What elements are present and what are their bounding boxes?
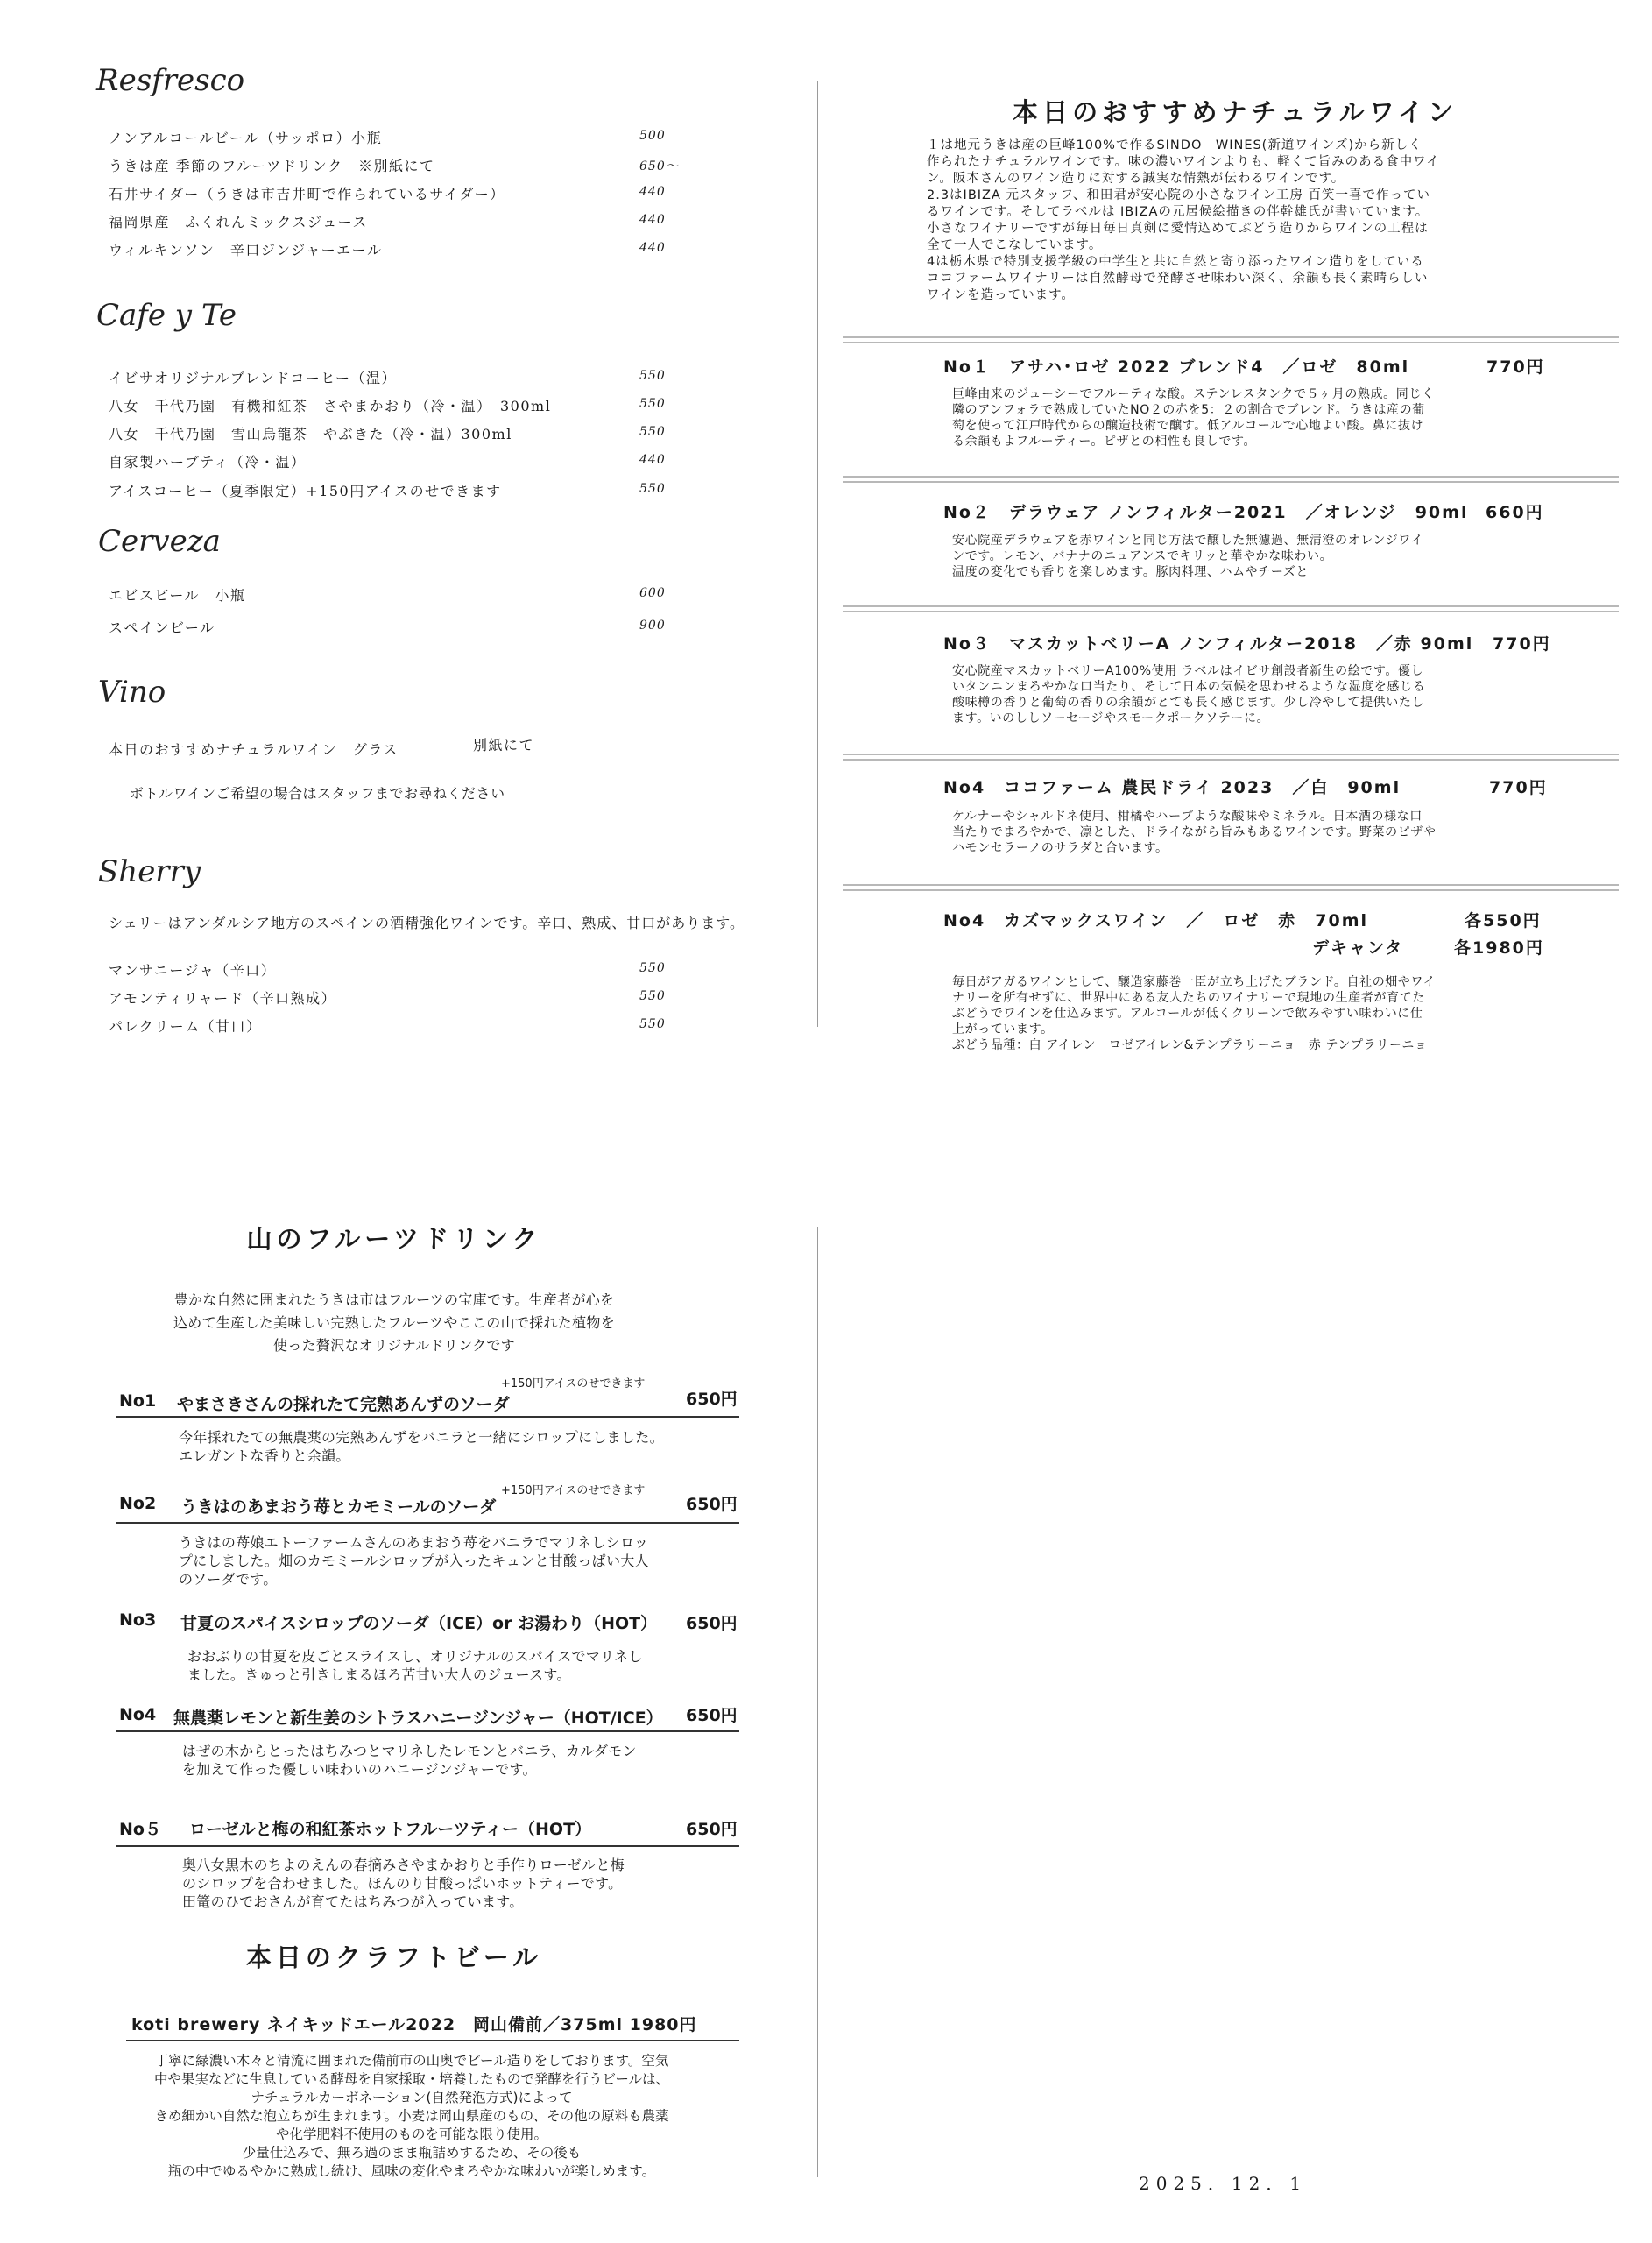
wine-item-header: No３ マスカットベリーA ノンフィルター2018 ／赤 90ml (943, 634, 1474, 654)
fruit-item-no: No1 (119, 1391, 157, 1411)
wine-divider (843, 754, 1619, 761)
wine-item-header: No２ デラウェア ノンフィルター2021 ／オレンジ 90ml (943, 503, 1469, 522)
menu-price: 440 (639, 241, 666, 255)
fruit-item-name: 無農薬レモンと新生姜のシトラスハニージンジャー（HOT/ICE） (173, 1709, 663, 1728)
fruit-underline (116, 1522, 739, 1524)
fruit-intro: 豊かな自然に囲まれたうきは市はフルーツの宝庫です。生産者が心を 込めて生産した美味しい完熟したフルーツやここの山で採れた植物を 使った贅沢なオリジナルドリンクです (173, 1291, 616, 1354)
fruit-title: 山のフルーツドリンク (246, 1224, 542, 1254)
fruit-item-name: やまさきさんの採れたて完熟あんずのソーダ (177, 1395, 510, 1414)
menu-price: 440 (639, 185, 666, 199)
wine-item-price: 各550円 (1465, 911, 1542, 930)
wine-decanter-label: デキャンタ (1312, 938, 1404, 958)
menu-item: エビスビール 小瓶 (109, 587, 246, 604)
menu-price: 550 (639, 989, 666, 1003)
wine-decanter-price: 各1980円 (1454, 938, 1544, 958)
fruit-item-desc: 奥八女黒木のちよのえんの春摘みさやまかおりと手作りローゼルと梅 のシロップを合わせました。ほんのり甘酸っぱいホットティーです。 田篭のひでおさんが育てたはちみつが入っています。 (182, 1857, 625, 1910)
sherry-heading: Sherry (98, 854, 201, 889)
resfresco-heading: Resfresco (96, 63, 245, 98)
menu-price: 500 (639, 129, 666, 143)
wine-item-header: No4 ココファーム 農民ドライ 2023 ／白 90ml (943, 778, 1401, 797)
fruit-underline (116, 1845, 739, 1847)
wine-item-desc: ケルナーやシャルドネ使用、柑橘やハーブような酸味やミネラル。日本酒の様な口 当たりでまろやかで、凛とした、ドライながら旨みもあるワインです。野菜のピザや ハモンセラーノのサラダと合います。 (952, 810, 1437, 855)
menu-date: 2025．12．1 (1139, 2173, 1308, 2194)
menu-price: 550 (639, 425, 666, 439)
fruit-ice-note: +150円アイスのせできます (501, 1377, 646, 1390)
wine-item-price: 770円 (1489, 778, 1548, 797)
menu-item: イビサオリジナルブレンドコーヒー（温） (109, 370, 398, 386)
wine-divider (843, 336, 1619, 343)
wine-item-price: 660円 (1486, 503, 1544, 522)
craft-header: koti brewery ネイキッドエール2022 岡山備前／375ml 1980円 (131, 2015, 697, 2034)
fruit-item-desc: はぜの木からとったはちみつとマリネしたレモンとバニラ、カルダモン を加えて作った優しい味わいのハニージンジャーです。 (182, 1743, 637, 1778)
menu-price: 900 (639, 619, 666, 633)
craft-desc: 丁寧に緑濃い木々と清流に囲まれた備前市の山奥でビール造りをしております。空気 中や果実などに生息している酵母を自家採取・培養したもので発酵を行うビールは、 ナチュラルカーボネーション(自然発泡方式)によって きめ細かい自然な泡立ちが生まれます。小麦は岡山県産のもの、その他の原料も農薬 や化学肥料不使用のものを可能な限り使用。 少量仕込みで、無ろ過のまま瓶詰めするため、その後も 瓶の中でゆるやかに熟成し続け、風味の変化やまろやかな味わいが楽しめます。 (153, 2053, 670, 2179)
menu-item: スペインビール (109, 619, 215, 636)
menu-price: 550 (639, 961, 666, 975)
wine-item-price: 770円 (1486, 357, 1545, 377)
menu-item: うきは産 季節のフルーツドリンク ※別紙にて (109, 158, 435, 174)
craft-title: 本日のクラフトビール (245, 1942, 543, 1972)
menu-item: 自家製ハーブティ（冷・温） (109, 454, 307, 471)
wine-item-header: No１ アサハ･ロゼ 2022 ブレンド4 ／ロゼ 80ml (943, 357, 1410, 377)
menu-item: ノンアルコールビール（サッポロ）小瓶 (109, 130, 383, 146)
fruit-item-price: 650円 (686, 1820, 738, 1839)
menu-item: 福岡県産 ふくれんミックスジュース (109, 214, 368, 230)
menu-item-note: 別紙にて (473, 737, 535, 754)
wine-item-desc: 巨峰由来のジューシーでフルーティな酸。ステンレスタンクで５ヶ月の熟成。同じく 隣のアンフォラで熟成していたNO２の赤を5：２の割合でブレンド。うきは産の葡 萄を使って江戸時代からの醸造技術で醸す。低アルコールで心地よい酸。鼻に抜け る余韻もよフルーティー。ピザとの相性も良しです。 (952, 387, 1435, 449)
menu-item: 本日のおすすめナチュラルワイン グラス (109, 741, 399, 758)
wine-title: 本日のおすすめナチュラルワイン (1013, 97, 1458, 127)
craft-underline (126, 2040, 739, 2041)
menu-price: 550 (639, 482, 666, 496)
menu-price: 550 (639, 397, 666, 411)
menu-item: パレクリーム（甘口） (109, 1018, 262, 1035)
fruit-ice-note: +150円アイスのせできます (501, 1484, 646, 1497)
wine-item-desc: 安心院産マスカットベリーA100%使用 ラベルはイビサ創設者新生の絵です。優し いタンニンまろやかな口当たり、そして日本の気候を思わせるような湿度を感じる 酸味樽の香りと葡萄の香りの余韻がとても長く感じます。少し冷やして提供いたし ます。いのししソーセージやスモークポークソテーに。 (952, 664, 1426, 725)
menu-price: 650〜 (639, 159, 679, 173)
menu-price: 600 (639, 586, 666, 600)
divider-top (817, 81, 818, 1027)
menu-item: 八女 千代乃園 雪山烏龍茶 やぶきた（冷・温）300ml (109, 426, 512, 442)
wine-intro: １は地元うきは産の巨峰100%で作るSINDO WINES(新道ワインズ)から新しく 作られたナチュラルワインです。味の濃いワインよりも、軽くて旨みのある食中ワイ ン。阪本さんのワイン造りに対する誠実な情熱が伝わるワインです。 2.3はIBIZA 元スタッフ、和田君が安心院の小さなワイン工房 百笑一喜で作ってい るワインです。そしてラベルは IBIZAの元居候絵描きの伴幹雄氏が書いています。 小さなワイナリーですが毎日毎日真剣に愛情込めてぶどう造りからワインの工程は 全て一人でこなしています。 4は栃木県で特別支援学級の中学生と共に自然と寄り添ったワイン造りをしている ココファームワイナリーは自然酵母で発酵させ味わい深く、余韻も長く素晴らしい ワインを造っています。 (927, 138, 1440, 302)
bottle-note: ボトルワインご希望の場合はスタッフまでお尋ねください (130, 785, 505, 802)
fruit-item-name: うきはのあまおう苺とカモミールのソーダ (180, 1497, 497, 1517)
fruit-item-no: No５ (119, 1820, 161, 1839)
fruit-underline (116, 1730, 739, 1732)
wine-item-desc: 安心院産デラウェアを赤ワインと同じ方法で醸した無濾過、無清澄のオレンジワイ ンです。レモン、バナナのニュアンスでキリッと華やかな味わい。 温度の変化でも香りを楽しめます。豚肉料理、ハムやチーズと (952, 534, 1424, 579)
fruit-item-no: No4 (119, 1705, 157, 1724)
wine-item-desc: 毎日がアガるワインとして、醸造家藤巻一臣が立ち上げたブランド。自社の畑やワイ ナリーを所有せずに、世界中にある友人たちのワイナリーで現地の生産者が育てた ぶどうでワインを仕込みます。アルコールが低くクリーンで飲みやすい味わいに仕 上がっています。 ぶどう品種：白 アイレン ロゼアイレン&テンプラリーニョ 赤 テンプラリーニョ (952, 975, 1437, 1052)
menu-price: 440 (639, 213, 666, 227)
menu-item: 石井サイダー（うきは市吉井町で作られているサイダー） (109, 186, 505, 202)
menu-price: 440 (639, 453, 666, 467)
divider-bottom (817, 1227, 818, 2177)
fruit-underline (116, 1416, 739, 1418)
menu-item: マンサニージャ（辛口） (109, 962, 277, 979)
wine-divider (843, 884, 1619, 891)
fruit-item-desc: おおぶりの甘夏を皮ごとスライスし、オリジナルのスパイスでマリネし ました。きゅっと引きしまるほろ苦甘い大人のジュースす。 (187, 1648, 643, 1683)
fruit-item-no: No3 (119, 1610, 157, 1630)
wine-divider (843, 605, 1619, 612)
wine-divider (843, 476, 1619, 483)
menu-item: ウィルキンソン 辛口ジンジャーエール (109, 242, 383, 258)
menu-item: アモンティリャード（辛口熟成） (109, 990, 337, 1007)
menu-price: 550 (639, 1017, 666, 1031)
cerveza-heading: Cerveza (98, 524, 221, 559)
fruit-item-desc: 今年採れたての無農薬の完熟あんずをバニラと一緒にシロップにしました。 エレガントな香りと余韻。 (179, 1429, 664, 1464)
vino-heading: Vino (98, 675, 166, 710)
wine-item-header: No4 カズマックスワイン ／ ロゼ 赤 70ml (943, 911, 1369, 930)
fruit-item-price: 650円 (686, 1614, 738, 1633)
menu-item: 八女 千代乃園 有機和紅茶 さやまかおり（冷・温） 300ml (109, 398, 552, 414)
cafe-heading: Cafe y Te (96, 298, 237, 333)
fruit-item-name: ローゼルと梅の和紅茶ホットフルーツティー（HOT） (189, 1820, 592, 1839)
fruit-item-price: 650円 (686, 1495, 738, 1514)
fruit-item-desc: うきはの苺娘エトーファームさんのあまおう苺をバニラでマリネしシロッ プにしました。畑のカモミールシロップが入ったキュンと甘酸っぱい大人 のソーダです。 (179, 1534, 649, 1588)
fruit-item-price: 650円 (686, 1390, 738, 1409)
fruit-item-price: 650円 (686, 1706, 738, 1725)
fruit-item-no: No2 (119, 1494, 157, 1513)
menu-price: 550 (639, 369, 666, 383)
menu-item: アイスコーヒー（夏季限定）+150円アイスのせできます (109, 483, 502, 499)
fruit-item-name: 甘夏のスパイスシロップのソーダ（ICE）or お湯わり（HOT） (180, 1614, 658, 1633)
sherry-intro: シェリーはアンダルシア地方のスペインの酒精強化ワインです。辛口、熟成、甘口があります。 (109, 915, 745, 931)
wine-item-price: 770円 (1493, 634, 1551, 654)
